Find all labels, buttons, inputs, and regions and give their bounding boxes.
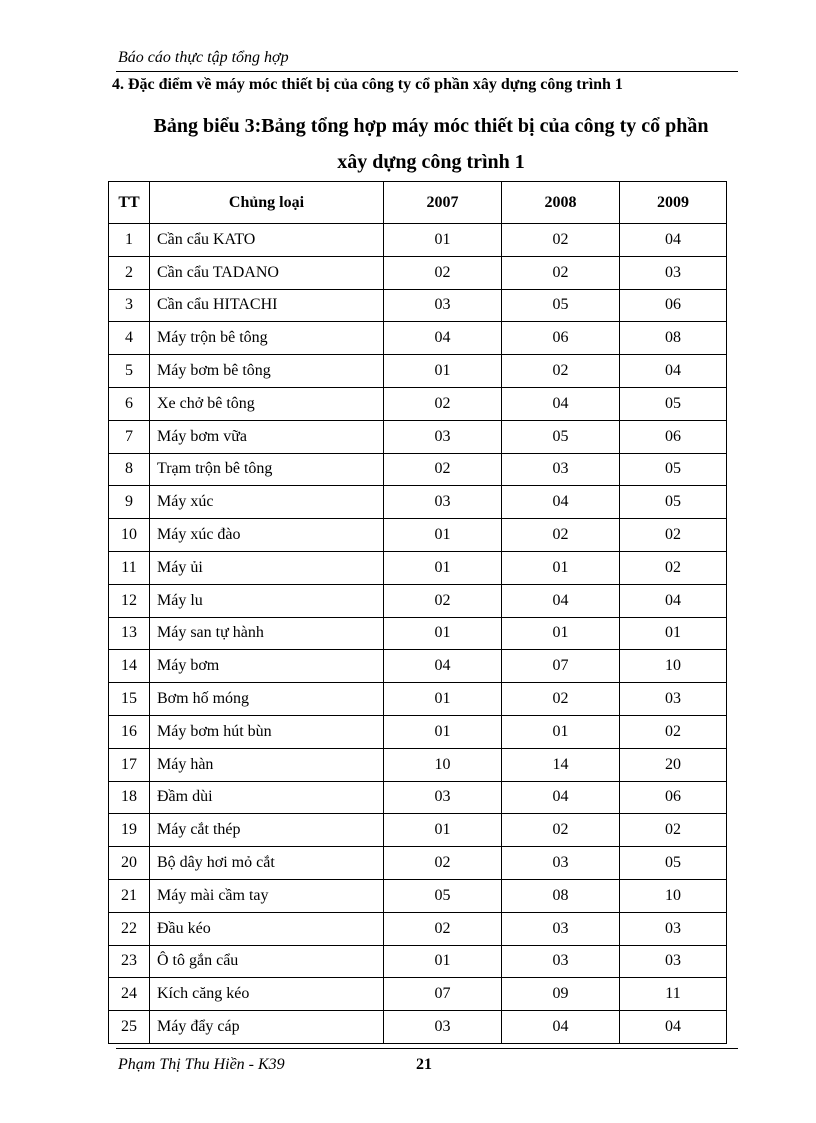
equipment-type-cell: Máy mài cầm tay — [150, 879, 384, 912]
equipment-type-cell: Máy hàn — [150, 748, 384, 781]
count-2007-cell: 03 — [384, 289, 502, 322]
count-2008-cell: 02 — [502, 683, 620, 716]
count-2007-cell: 01 — [384, 683, 502, 716]
table-title-line-2: xây dựng công trình 1 — [337, 151, 525, 173]
header-cell-tt: TT — [109, 182, 150, 224]
table-row — [109, 224, 727, 257]
count-2007-cell: 01 — [384, 355, 502, 388]
row-number-cell: 22 — [109, 912, 150, 945]
count-2008-cell: 01 — [502, 715, 620, 748]
count-2009-cell: 02 — [620, 551, 727, 584]
row-number-cell: 14 — [109, 650, 150, 683]
row-number-cell: 8 — [109, 453, 150, 486]
count-2009-cell: 01 — [620, 617, 727, 650]
count-2008-cell: 02 — [502, 355, 620, 388]
count-2009-cell: 05 — [620, 387, 727, 420]
table-row — [109, 715, 727, 748]
count-2008-cell: 04 — [502, 1011, 620, 1044]
count-2007-cell: 07 — [384, 978, 502, 1011]
count-2007-cell: 02 — [384, 453, 502, 486]
row-number-cell: 13 — [109, 617, 150, 650]
count-2009-cell: 03 — [620, 683, 727, 716]
table-row — [109, 453, 727, 486]
table-body — [109, 224, 727, 1044]
equipment-type-cell: Máy đẩy cáp — [150, 1011, 384, 1044]
count-2007-cell: 01 — [384, 945, 502, 978]
equipment-type-cell: Máy xúc — [150, 486, 384, 519]
table-title-line-1: Bảng biểu 3:Bảng tổng hợp máy móc thiết bị của công ty cổ phần — [153, 115, 709, 137]
count-2009-cell: 11 — [620, 978, 727, 1011]
count-2008-cell: 05 — [502, 420, 620, 453]
equipment-type-cell: Máy bơm bê tông — [150, 355, 384, 388]
count-2007-cell: 02 — [384, 256, 502, 289]
count-2007-cell: 03 — [384, 420, 502, 453]
count-2008-cell: 02 — [502, 814, 620, 847]
count-2009-cell: 20 — [620, 748, 727, 781]
page-number: 21 — [416, 1056, 432, 1073]
header-cell-2007: 2007 — [384, 182, 502, 224]
header-cell-2009: 2009 — [620, 182, 727, 224]
equipment-type-cell: Cần cẩu TADANO — [150, 256, 384, 289]
table-header-row — [109, 182, 727, 224]
equipment-type-cell: Đầu kéo — [150, 912, 384, 945]
row-number-cell: 18 — [109, 781, 150, 814]
count-2008-cell: 02 — [502, 256, 620, 289]
count-2007-cell: 04 — [384, 322, 502, 355]
table-title — [112, 108, 750, 180]
count-2009-cell: 10 — [620, 879, 727, 912]
table-row — [109, 551, 727, 584]
count-2008-cell: 05 — [502, 289, 620, 322]
count-2009-cell: 08 — [620, 322, 727, 355]
count-2009-cell: 05 — [620, 847, 727, 880]
row-number-cell: 1 — [109, 224, 150, 257]
count-2009-cell: 04 — [620, 1011, 727, 1044]
count-2007-cell: 02 — [384, 584, 502, 617]
row-number-cell: 11 — [109, 551, 150, 584]
count-2008-cell: 03 — [502, 847, 620, 880]
equipment-type-cell: Máy cắt thép — [150, 814, 384, 847]
table-row — [109, 584, 727, 617]
row-number-cell: 19 — [109, 814, 150, 847]
equipment-type-cell: Ô tô gắn cẩu — [150, 945, 384, 978]
row-number-cell: 17 — [109, 748, 150, 781]
row-number-cell: 16 — [109, 715, 150, 748]
equipment-type-cell: Kích căng kéo — [150, 978, 384, 1011]
row-number-cell: 21 — [109, 879, 150, 912]
count-2007-cell: 01 — [384, 224, 502, 257]
table-row — [109, 781, 727, 814]
equipment-type-cell: Cần cẩu KATO — [150, 224, 384, 257]
equipment-type-cell: Đầm dùi — [150, 781, 384, 814]
count-2008-cell: 01 — [502, 551, 620, 584]
count-2008-cell: 06 — [502, 322, 620, 355]
count-2007-cell: 04 — [384, 650, 502, 683]
row-number-cell: 9 — [109, 486, 150, 519]
table-row — [109, 387, 727, 420]
row-number-cell: 12 — [109, 584, 150, 617]
count-2009-cell: 03 — [620, 912, 727, 945]
count-2007-cell: 03 — [384, 486, 502, 519]
footer-author: Phạm Thị Thu Hiền - K39 — [118, 1056, 285, 1073]
count-2009-cell: 06 — [620, 781, 727, 814]
count-2008-cell: 04 — [502, 584, 620, 617]
equipment-table — [108, 181, 727, 1044]
row-number-cell: 2 — [109, 256, 150, 289]
count-2008-cell: 14 — [502, 748, 620, 781]
count-2007-cell: 02 — [384, 847, 502, 880]
table-row — [109, 683, 727, 716]
equipment-type-cell: Xe chở bê tông — [150, 387, 384, 420]
row-number-cell: 23 — [109, 945, 150, 978]
header-divider — [116, 71, 738, 72]
equipment-type-cell: Cần cẩu HITACHI — [150, 289, 384, 322]
count-2009-cell: 04 — [620, 584, 727, 617]
count-2009-cell: 04 — [620, 355, 727, 388]
table-row — [109, 617, 727, 650]
table-row — [109, 650, 727, 683]
equipment-type-cell: Máy bơm vữa — [150, 420, 384, 453]
row-number-cell: 6 — [109, 387, 150, 420]
equipment-type-cell: Trạm trộn bê tông — [150, 453, 384, 486]
table-row — [109, 1011, 727, 1044]
row-number-cell: 25 — [109, 1011, 150, 1044]
equipment-type-cell: Máy bơm hút bùn — [150, 715, 384, 748]
equipment-type-cell: Máy lu — [150, 584, 384, 617]
count-2007-cell: 03 — [384, 781, 502, 814]
row-number-cell: 4 — [109, 322, 150, 355]
table-row — [109, 322, 727, 355]
count-2008-cell: 04 — [502, 781, 620, 814]
count-2008-cell: 01 — [502, 617, 620, 650]
table-row — [109, 748, 727, 781]
equipment-type-cell: Máy bơm — [150, 650, 384, 683]
row-number-cell: 5 — [109, 355, 150, 388]
table-row — [109, 289, 727, 322]
table-row — [109, 945, 727, 978]
count-2008-cell: 02 — [502, 224, 620, 257]
row-number-cell: 15 — [109, 683, 150, 716]
count-2007-cell: 03 — [384, 1011, 502, 1044]
count-2008-cell: 03 — [502, 453, 620, 486]
count-2008-cell: 03 — [502, 945, 620, 978]
count-2009-cell: 05 — [620, 453, 727, 486]
equipment-type-cell: Bộ dây hơi mỏ cắt — [150, 847, 384, 880]
count-2007-cell: 01 — [384, 814, 502, 847]
count-2007-cell: 01 — [384, 715, 502, 748]
count-2007-cell: 01 — [384, 617, 502, 650]
equipment-type-cell: Máy trộn bê tông — [150, 322, 384, 355]
count-2007-cell: 01 — [384, 551, 502, 584]
row-number-cell: 24 — [109, 978, 150, 1011]
count-2008-cell: 02 — [502, 519, 620, 552]
count-2007-cell: 02 — [384, 387, 502, 420]
count-2009-cell: 05 — [620, 486, 727, 519]
count-2008-cell: 09 — [502, 978, 620, 1011]
table-row — [109, 420, 727, 453]
count-2008-cell: 07 — [502, 650, 620, 683]
row-number-cell: 7 — [109, 420, 150, 453]
count-2009-cell: 03 — [620, 256, 727, 289]
count-2007-cell: 01 — [384, 519, 502, 552]
table-row — [109, 355, 727, 388]
count-2009-cell: 06 — [620, 420, 727, 453]
count-2009-cell: 06 — [620, 289, 727, 322]
count-2008-cell: 08 — [502, 879, 620, 912]
table-row — [109, 912, 727, 945]
table-row — [109, 847, 727, 880]
count-2008-cell: 04 — [502, 387, 620, 420]
equipment-type-cell: Máy ủi — [150, 551, 384, 584]
footer-divider — [116, 1048, 738, 1049]
section-heading: 4. Đặc điểm về máy móc thiết bị của công ty cổ phần xây dựng công trình 1 — [112, 76, 623, 93]
count-2008-cell: 04 — [502, 486, 620, 519]
equipment-type-cell: Máy san tự hành — [150, 617, 384, 650]
table-row — [109, 486, 727, 519]
count-2009-cell: 03 — [620, 945, 727, 978]
table-row — [109, 256, 727, 289]
count-2009-cell: 10 — [620, 650, 727, 683]
table-row — [109, 978, 727, 1011]
table-row — [109, 519, 727, 552]
count-2009-cell: 04 — [620, 224, 727, 257]
count-2008-cell: 03 — [502, 912, 620, 945]
count-2009-cell: 02 — [620, 715, 727, 748]
count-2007-cell: 05 — [384, 879, 502, 912]
row-number-cell: 10 — [109, 519, 150, 552]
table-row — [109, 814, 727, 847]
count-2007-cell: 02 — [384, 912, 502, 945]
equipment-type-cell: Bơm hố móng — [150, 683, 384, 716]
count-2009-cell: 02 — [620, 814, 727, 847]
count-2009-cell: 02 — [620, 519, 727, 552]
row-number-cell: 3 — [109, 289, 150, 322]
count-2007-cell: 10 — [384, 748, 502, 781]
header-cell-type: Chủng loại — [150, 182, 384, 224]
equipment-type-cell: Máy xúc đào — [150, 519, 384, 552]
page-header-text: Báo cáo thực tập tổng hợp — [118, 49, 289, 66]
row-number-cell: 20 — [109, 847, 150, 880]
table-row — [109, 879, 727, 912]
header-cell-2008: 2008 — [502, 182, 620, 224]
